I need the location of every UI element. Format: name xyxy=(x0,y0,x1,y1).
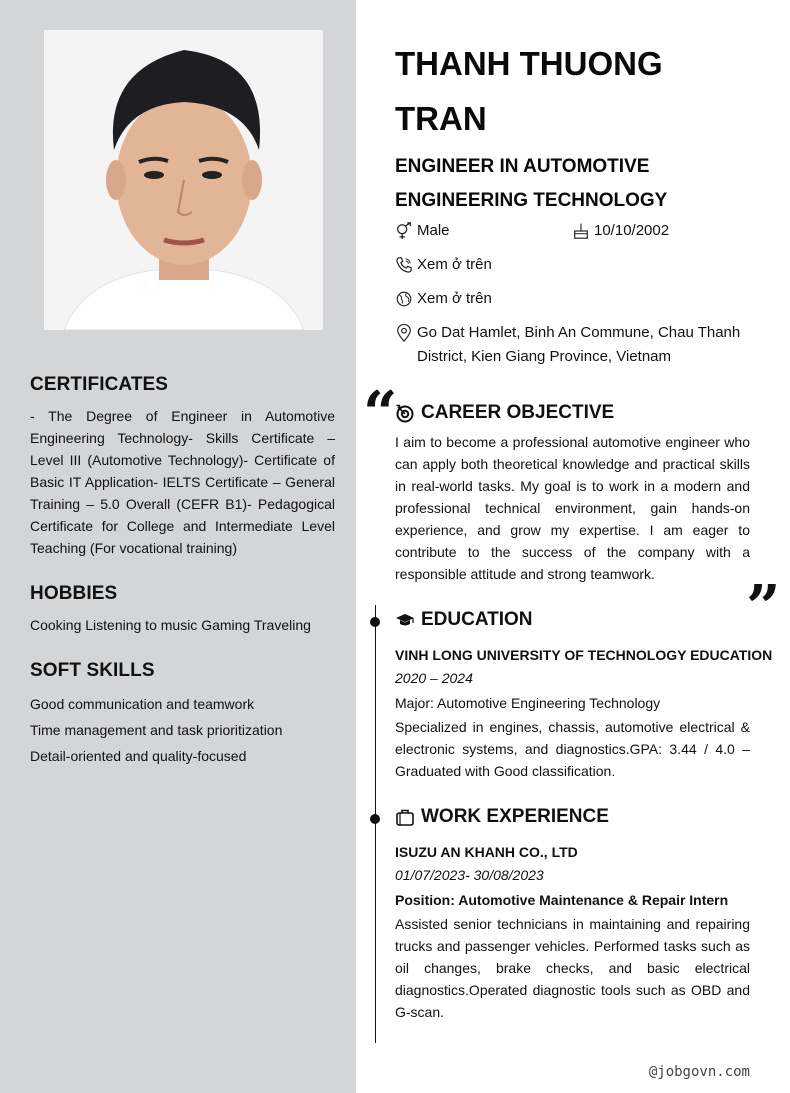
career-objective-text: I aim to become a professional automotive engineer who can apply both theoretical knowledge and practical skills in real-world tasks. My goal is to work in a modern and professional technical environment, gain hands-on experience, and grow my expertise. I am eager to contribute to the success of the company with a responsible attitude and strong teamwork. xyxy=(395,434,750,582)
career-objective-title xyxy=(395,402,614,424)
phone-icon xyxy=(395,253,415,277)
work-company: ISUZU AN KHANH CO., LTD xyxy=(395,844,578,860)
certificates-text: - The Degree of Engineer in Automotive Engineering Technology- Skills Certificate – Level III (Automotive Technology)- Certificate of Basic IT Application- IELTS Certificate – General Training – 5.0 Overall (CEFR B1)- Pedagogical Certificate for College and Intermediate Level Teaching (For vocational training) xyxy=(30,408,335,556)
address-value: Go Dat Hamlet, Binh An Commune, Chau Thanh District, Kien Giang Province, Vietnam xyxy=(417,324,741,365)
timeline-dot-work xyxy=(370,814,380,824)
hobbies-title: HOBBIES xyxy=(30,583,118,604)
gender-value: Male xyxy=(417,222,450,239)
work-experience-title xyxy=(395,806,609,828)
soft-skill-item: Detail-oriented and quality-focused xyxy=(30,748,247,764)
education-dates: 2020 – 2024 xyxy=(395,670,473,686)
work-experience-label: WORK EXPERIENCE xyxy=(421,806,609,827)
briefcase-icon xyxy=(395,806,417,828)
education-details: Specialized in engines, chassis, automotive electrical & electronic systems, and diagnostics.GPA: 3.44 / 4.0 – Graduated with Good classification. xyxy=(395,719,750,779)
certificates-title: CERTIFICATES xyxy=(30,374,169,395)
open-quote-icon: “ xyxy=(363,379,398,449)
soft-skill-item: Good communication and teamwork xyxy=(30,696,255,712)
profile-photo xyxy=(44,30,323,330)
education-major: Major: Automotive Engineering Technology xyxy=(395,695,661,711)
cake-icon xyxy=(572,219,592,243)
career-objective-label: CAREER OBJECTIVE xyxy=(421,402,615,423)
map-pin-icon xyxy=(395,321,415,345)
education-label: EDUCATION xyxy=(421,609,533,630)
address-row xyxy=(395,321,750,369)
phone-row xyxy=(395,253,492,277)
timeline-line xyxy=(375,605,376,1043)
work-position: Position: Automotive Maintenance & Repair Intern xyxy=(395,892,729,908)
timeline-dot-education xyxy=(370,617,380,627)
website-row xyxy=(395,287,492,311)
birthdate-value: 10/10/2002 xyxy=(594,222,670,239)
hobbies-text: Cooking Listening to music Gaming Traveling xyxy=(30,617,311,633)
watermark: @jobgovn.com xyxy=(648,1064,750,1080)
education-school: VINH LONG UNIVERSITY OF TECHNOLOGY EDUCATION xyxy=(395,647,773,663)
close-quote-icon: ” xyxy=(746,573,781,643)
globe-icon xyxy=(395,287,415,311)
soft-skills-title: SOFT SKILLS xyxy=(30,660,155,681)
work-dates: 01/07/2023- 30/08/2023 xyxy=(395,867,544,883)
soft-skill-item: Time management and task prioritization xyxy=(30,722,283,738)
birthdate-row xyxy=(572,219,669,243)
candidate-name: THANH THUONG TRAN xyxy=(395,45,663,137)
gender-icon xyxy=(395,219,415,243)
job-title: ENGINEER IN AUTOMOTIVE ENGINEERING TECHNOLOGY xyxy=(395,156,668,211)
gender-row xyxy=(395,219,450,243)
graduation-cap-icon xyxy=(395,609,417,631)
work-details: Assisted senior technicians in maintaining and repairing trucks and passenger vehicles. Performed tasks such as oil changes, brake checks, and basic electrical diagnostics.Operated diagnostic tools such as OBD and G-scan. xyxy=(395,916,750,1020)
phone-value[interactable]: Xem ở trên xyxy=(417,256,492,273)
target-icon xyxy=(395,402,417,424)
education-title xyxy=(395,609,533,631)
website-value[interactable]: Xem ở trên xyxy=(417,290,492,307)
